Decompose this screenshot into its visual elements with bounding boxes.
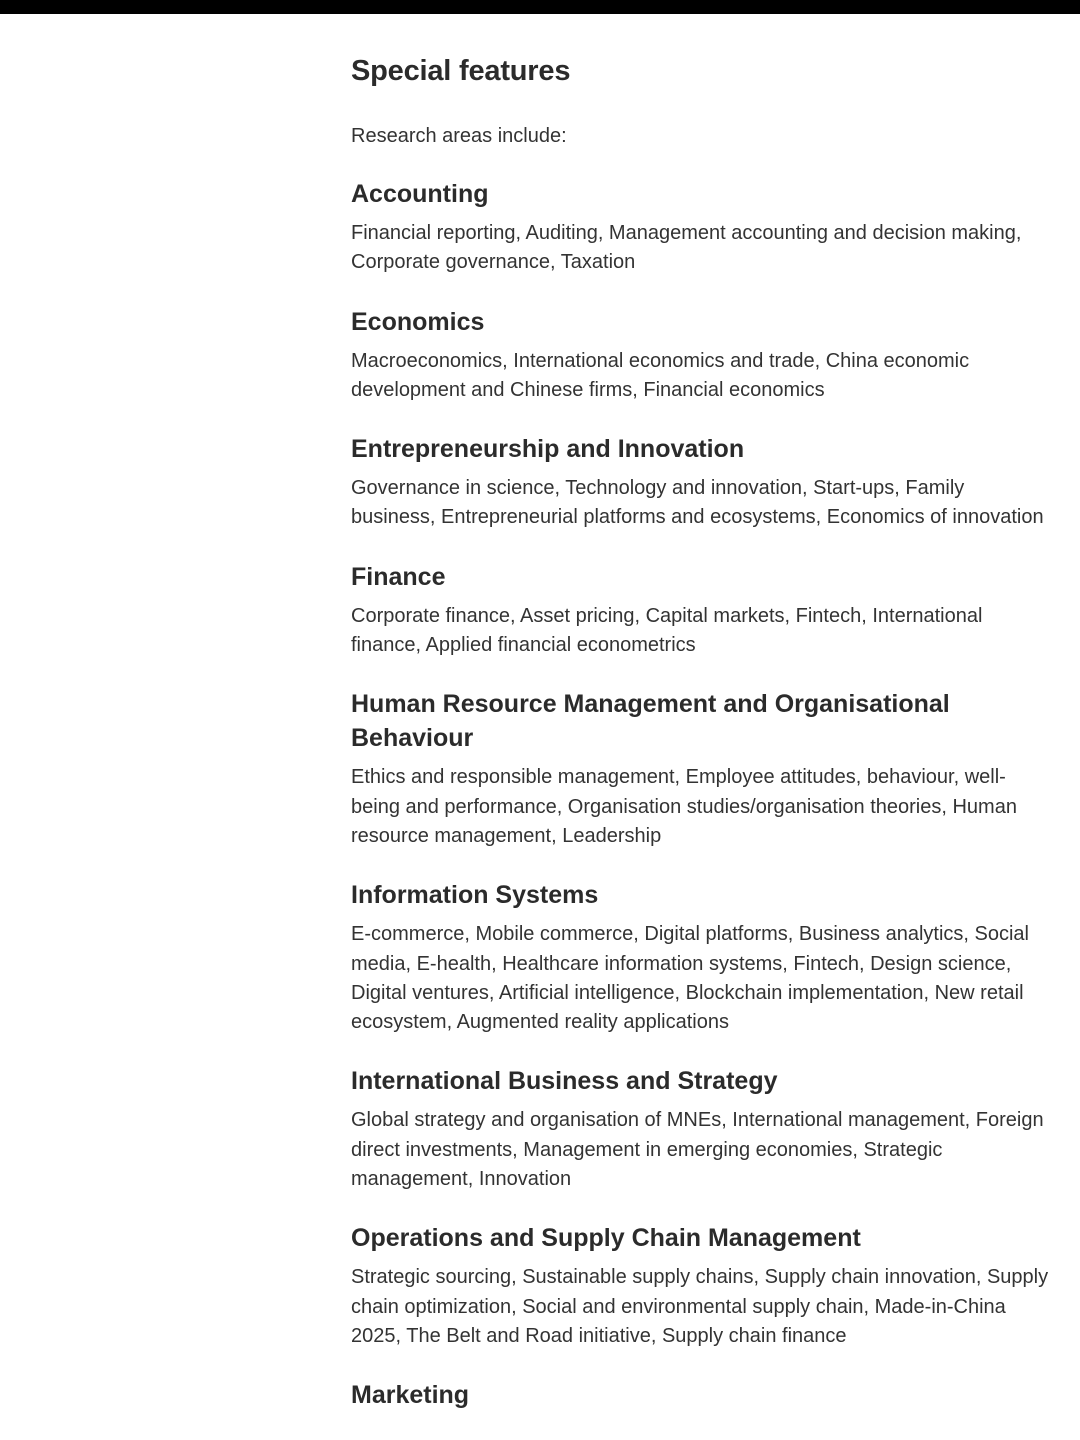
section-body-international-business: Global strategy and organisation of MNEs, International management, Foreign direct investments, Management in emerging economies, Strategic management, Innovation [351, 1109, 1044, 1191]
section-body-information-systems: E-commerce, Mobile commerce, Digital platforms, Business analytics, Social media, E-health, Healthcare information systems, Fintech, Design science, Digital ventures, Artificial intelligence, Blockchain implementation, New retail ecosystem, Augmented reality applications [351, 923, 1029, 1034]
section-title-international-business: International Business and Strategy [351, 1067, 778, 1096]
section-title-operations: Operations and Supply Chain Management [351, 1224, 861, 1253]
section-body-economics: Macroeconomics, International economics and trade, China economic development and Chinese firms, Financial economics [351, 349, 970, 401]
section-body-entrepreneurship: Governance in science, Technology and innovation, Start-ups, Family business, Entrepreneurial platforms and ecosystems, Economics of innovation [351, 477, 1044, 529]
section-body-finance: Corporate finance, Asset pricing, Capital markets, Fintech, International finance, Applied financial econometrics [351, 604, 983, 657]
section-body-hrm: Ethics and responsible management, Employee attitudes, behaviour, well-being and performance, Organisation studies/organisation theories, Human resource management, Leadership [351, 766, 1017, 847]
status-bar [0, 0, 1080, 14]
section-title-marketing: Marketing [351, 1381, 470, 1410]
main-content [351, 52, 1051, 1412]
section-body-operations: Strategic sourcing, Sustainable supply chains, Supply chain innovation, Supply chain optimization, Social and environmental supply chain, Made-in-China 2025, The Belt and Road initiative, Supply chain finance [351, 1266, 1049, 1347]
section-title-economics: Economics [351, 307, 485, 336]
section-title-finance: Finance [351, 562, 446, 591]
section-title-entrepreneurship: Entrepreneurship and Innovation [351, 435, 745, 464]
intro-text: Research areas include: [351, 125, 567, 147]
section-title-accounting: Accounting [351, 180, 489, 208]
section-title-hrm: Human Resource Management and Organisational Behaviour [351, 690, 950, 753]
page-title: Special features [351, 55, 571, 87]
section-title-information-systems: Information Systems [351, 881, 599, 910]
section-body-accounting: Financial reporting, Auditing, Management accounting and decision making, Corporate governance, Taxation [351, 222, 1022, 274]
